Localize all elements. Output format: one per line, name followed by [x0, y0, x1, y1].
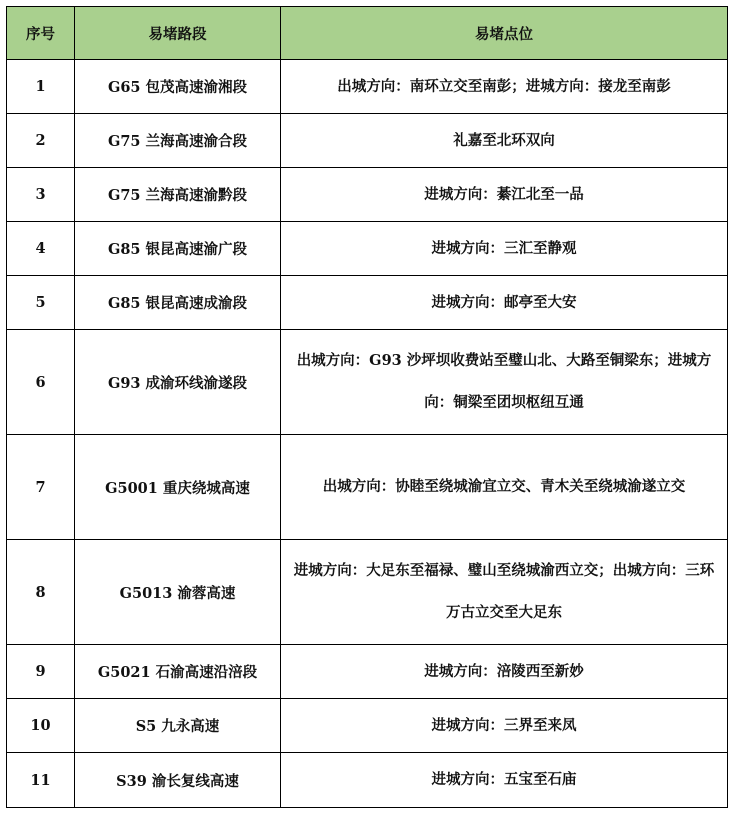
- cell-road: G65 包茂高速渝湘段: [75, 60, 281, 114]
- cell-point: 进城方向：涪陵西至新妙: [281, 645, 728, 699]
- table-row: [7, 276, 728, 330]
- cell-index: 7: [7, 435, 75, 540]
- table-row: [7, 168, 728, 222]
- cell-road: G5001 重庆绕城高速: [75, 435, 281, 540]
- cell-index: 5: [7, 276, 75, 330]
- cell-point: 进城方向：邮亭至大安: [281, 276, 728, 330]
- cell-road: S5 九永高速: [75, 699, 281, 753]
- cell-road: G93 成渝环线渝遂段: [75, 330, 281, 435]
- table-row: [7, 645, 728, 699]
- table-row: [7, 222, 728, 276]
- congestion-table-container: [6, 6, 728, 808]
- cell-index: 3: [7, 168, 75, 222]
- table-row: [7, 699, 728, 753]
- cell-index: 6: [7, 330, 75, 435]
- cell-index: 2: [7, 114, 75, 168]
- cell-point: 进城方向：五宝至石庙: [281, 753, 728, 808]
- cell-index: 4: [7, 222, 75, 276]
- cell-index: 8: [7, 540, 75, 645]
- cell-point: 出城方向：南环立交至南彭；进城方向：接龙至南彭: [281, 60, 728, 114]
- congestion-table: [6, 6, 728, 808]
- cell-point: 进城方向：綦江北至一品: [281, 168, 728, 222]
- header-road: 易堵路段: [75, 7, 281, 60]
- cell-point: 进城方向：三界至来凤: [281, 699, 728, 753]
- cell-point: 进城方向：三汇至静观: [281, 222, 728, 276]
- table-header-row: [7, 7, 728, 60]
- header-point: 易堵点位: [281, 7, 728, 60]
- cell-index: 9: [7, 645, 75, 699]
- table-row: [7, 540, 728, 645]
- header-index: 序号: [7, 7, 75, 60]
- cell-point: 进城方向：大足东至福禄、璧山至绕城渝西立交；出城方向：三环万古立交至大足东: [281, 540, 728, 645]
- cell-index: 1: [7, 60, 75, 114]
- cell-road: G75 兰海高速渝黔段: [75, 168, 281, 222]
- cell-point: 礼嘉至北环双向: [281, 114, 728, 168]
- cell-index: 11: [7, 753, 75, 808]
- table-row: [7, 114, 728, 168]
- table-row: [7, 753, 728, 808]
- cell-point: 出城方向：G93 沙坪坝收费站至璧山北、大路至铜梁东；进城方向：铜梁至团坝枢纽互通: [281, 330, 728, 435]
- cell-index: 10: [7, 699, 75, 753]
- cell-road: G5021 石渝高速沿涪段: [75, 645, 281, 699]
- cell-road: S39 渝长复线高速: [75, 753, 281, 808]
- cell-road: G85 银昆高速渝广段: [75, 222, 281, 276]
- cell-road: G5013 渝蓉高速: [75, 540, 281, 645]
- table-row: [7, 330, 728, 435]
- cell-point: 出城方向：协睦至绕城渝宜立交、青木关至绕城渝遂立交: [281, 435, 728, 540]
- table-row: [7, 60, 728, 114]
- cell-road: G85 银昆高速成渝段: [75, 276, 281, 330]
- cell-road: G75 兰海高速渝合段: [75, 114, 281, 168]
- table-row: [7, 435, 728, 540]
